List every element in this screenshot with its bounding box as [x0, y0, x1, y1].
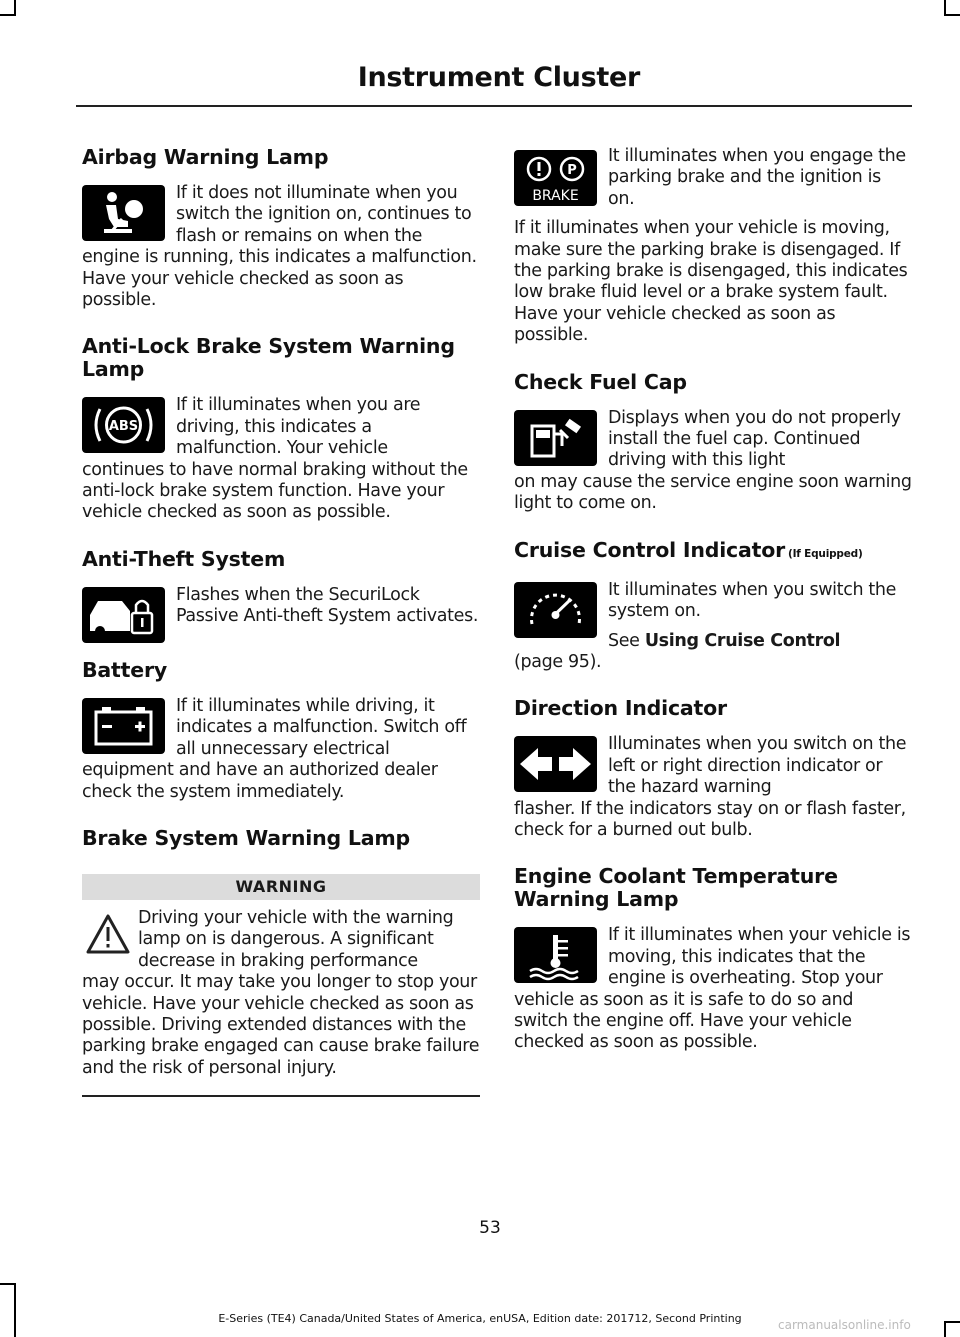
abs-icon-label: ABS	[108, 419, 139, 435]
section-title	[514, 539, 912, 566]
svg-text:P: P	[567, 163, 577, 178]
fuel-cap-description: Displays when you do not properly install the fuel cap. Continued driving with this light	[608, 407, 901, 471]
section-title: Airbag Warning Lamp	[82, 145, 329, 169]
car-lock-icon	[82, 587, 165, 643]
section-battery	[82, 659, 480, 803]
left-column	[82, 146, 480, 1097]
warning-triangle-icon	[86, 912, 130, 956]
header-rule	[76, 105, 912, 107]
abs-description: If it illuminates when you are driving, this indicates a malfunction. Your vehicle	[176, 395, 421, 459]
turn-signal-arrows-icon	[514, 736, 597, 792]
section-cruise-control	[514, 539, 912, 674]
section-title: Check Fuel Cap	[514, 369, 687, 394]
section-title: Engine Coolant Temperature Warning Lamp	[514, 864, 838, 912]
page-title: Instrument Cluster	[357, 62, 640, 93]
abs-description-cont: continues to have normal braking without the anti-lock brake system function. Have your vehicle checked as soon as possible.	[82, 459, 468, 523]
section-direction	[514, 697, 912, 841]
speedometer-icon	[514, 582, 597, 638]
battery-description: If it illuminates while driving, it indicates a malfunction. Switch off all unnecessary electrical	[176, 695, 467, 759]
section-title: Anti-Lock Brake System Warning Lamp	[82, 334, 455, 382]
watermark: carmanualsonline.info	[778, 1318, 911, 1332]
section-title: Battery	[82, 657, 168, 682]
section-title: Brake System Warning Lamp	[82, 825, 411, 850]
brake-icon-label: BRAKE	[532, 188, 579, 204]
crop-mark	[944, 14, 960, 16]
warning-end-rule	[82, 1095, 480, 1097]
fuel-cap-description-cont: on may cause the service engine soon warning light to come on.	[514, 471, 912, 514]
warning-bar: WARNING	[82, 874, 480, 900]
cruise-reference-link[interactable]: Using Cruise Control	[644, 630, 841, 651]
cruise-page-reference: (page 95).	[514, 651, 602, 672]
crop-mark	[14, 1283, 16, 1337]
right-column	[514, 146, 912, 1054]
coolant-description: If it illuminates when your vehicle is moving, this indicates that the engine is overheating. Stop your	[608, 925, 911, 989]
abs-icon	[82, 397, 165, 453]
section-brake-system	[82, 827, 480, 1097]
parking-brake-description-cont: If it illuminates when your vehicle is moving, make sure the parking brake is disengaged. If the parking brake is disengaged, this indicates low brake fluid level or a brake system fault. Have your vehicle checked as soon as possible.	[514, 218, 908, 346]
battery-description-cont: equipment and have an authorized dealer check the system immediately.	[82, 760, 438, 802]
brake-warning-icon	[514, 150, 597, 206]
section-abs	[82, 335, 480, 523]
crop-mark	[0, 1283, 16, 1285]
coolant-description-cont: vehicle as soon as it is safe to do so and switch the engine off. Have your vehicle checked as soon as possible.	[514, 989, 854, 1053]
direction-description: Illuminates when you switch on the left or right direction indicator or the hazard warning	[608, 734, 907, 798]
section-title: Direction Indicator	[514, 696, 727, 721]
airbag-description: If it does not illuminate when you switch the ignition on, continues to flash or remains on when the	[176, 183, 472, 246]
page-number: 53	[479, 1218, 501, 1238]
warning-text-cont: may occur. It may take you longer to stop your vehicle. Have your vehicle checked as soon as possible. Driving extended distances with the parking brake engaged can cause brake failure and the risk of personal injury.	[82, 972, 480, 1078]
cruise-title: Cruise Control Indicator	[514, 537, 785, 562]
airbag-icon	[82, 185, 165, 241]
footer-edition: E-Series (TE4) Canada/United States of America, enUSA, Edition date: 201712, Second Printing	[218, 1312, 742, 1325]
warning-text: Driving your vehicle with the warning lamp on is dangerous. A significant decrease in braking performance	[138, 907, 454, 971]
section-coolant	[514, 865, 912, 1053]
coolant-temperature-icon	[514, 927, 597, 983]
battery-icon	[82, 698, 165, 754]
airbag-description-cont: engine is running, this indicates a malfunction. Have your vehicle checked as soon as possible.	[82, 247, 477, 311]
section-parking-brake	[514, 146, 912, 347]
parking-brake-description: It illuminates when you engage the parking brake and the ignition is on.	[608, 146, 906, 209]
section-title: Anti-Theft System	[82, 546, 286, 571]
section-antitheft	[82, 548, 480, 645]
antitheft-description: Flashes when the SecuriLock Passive Anti-theft System activates.	[176, 584, 479, 627]
fuel-cap-icon	[514, 410, 597, 466]
cruise-see-prefix: See	[608, 630, 645, 651]
cruise-title-qualifier: (If Equipped)	[788, 547, 863, 560]
section-airbag	[82, 146, 480, 311]
cruise-description: It illuminates when you switch the system on.	[608, 579, 897, 622]
crop-mark	[0, 14, 16, 16]
section-fuel-cap	[514, 371, 912, 515]
direction-description-cont: flasher. If the indicators stay on or flash faster, check for a burned out bulb.	[514, 798, 906, 840]
